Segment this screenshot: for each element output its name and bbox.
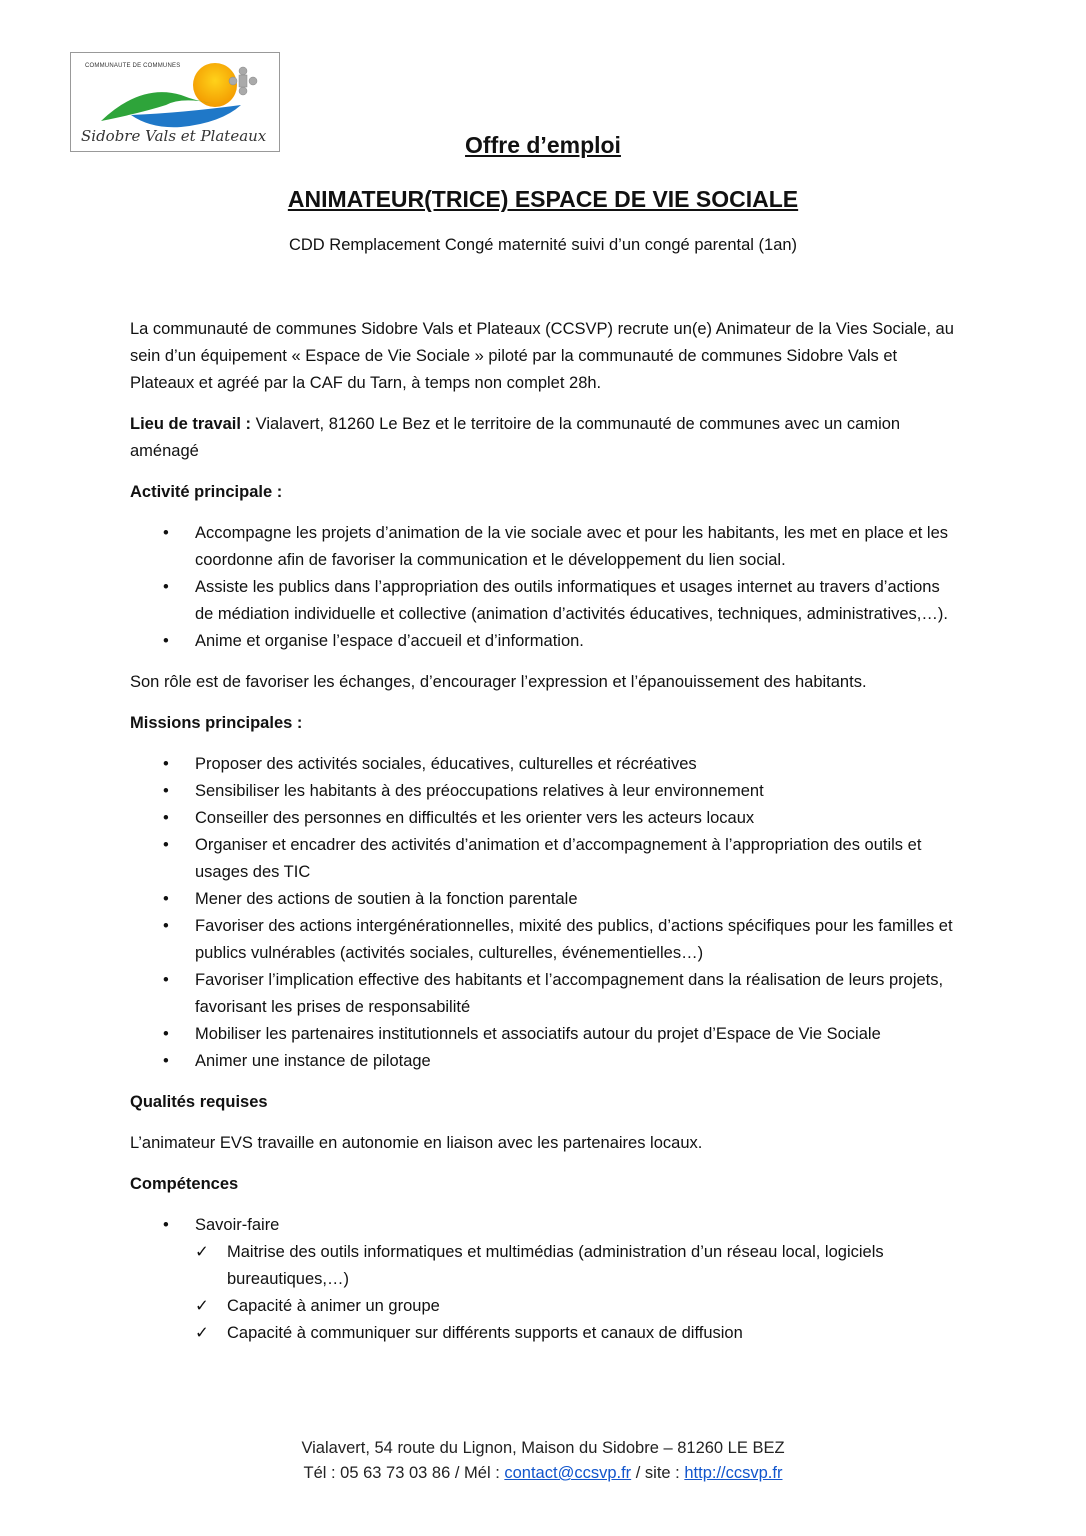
bullet-icon: • bbox=[163, 632, 169, 650]
list-item: • Animer une instance de pilotage bbox=[130, 1048, 960, 1075]
section-heading-qualites: Qualités requises bbox=[130, 1093, 268, 1111]
section-heading-activite: Activité principale : bbox=[130, 483, 283, 501]
bullet-icon: • bbox=[163, 836, 169, 854]
missions-list bbox=[130, 751, 960, 1075]
footer-contact: Tél : 05 63 73 03 86 / Mél : contact@ccsvp.fr / site : http://ccsvp.fr bbox=[303, 1464, 783, 1482]
list-item: • Organiser et encadrer des activités d’animation et d’accompagnement à l’appropriation des outils et usages des TIC bbox=[130, 832, 960, 886]
bullet-icon: • bbox=[163, 809, 169, 827]
list-item: • Favoriser l’implication effective des habitants et l’accompagnement dans la réalisation de leurs projets, favorisant les prises de responsabilité bbox=[130, 967, 960, 1021]
checkmark-icon: ✓ bbox=[195, 1297, 209, 1315]
bullet-icon: • bbox=[163, 890, 169, 908]
document-body bbox=[130, 316, 960, 1347]
logo-name: Sidobre Vals et Plateaux bbox=[81, 127, 267, 145]
bullet-icon: • bbox=[163, 524, 169, 542]
qualites-text: L’animateur EVS travaille en autonomie en liaison avec les partenaires locaux. bbox=[130, 1134, 703, 1152]
email-link[interactable]: contact@ccsvp.fr bbox=[504, 1464, 632, 1482]
bullet-icon: • bbox=[163, 1052, 169, 1070]
list-item: • Accompagne les projets d’animation de la vie sociale avec et pour les habitants, les met en place et les coordonne afin de favoriser la communication et le développement du lien social. bbox=[130, 520, 960, 574]
bullet-icon: • bbox=[163, 578, 169, 596]
bullet-icon: • bbox=[163, 1216, 169, 1234]
checkmark-icon: ✓ bbox=[195, 1324, 209, 1342]
list-item bbox=[130, 1212, 960, 1239]
contract-type: CDD Remplacement Congé maternité suivi d’un congé parental (1an) bbox=[288, 236, 798, 254]
work-location-label: Lieu de travail : bbox=[130, 415, 252, 433]
list-item: • Assiste les publics dans l’appropriation des outils informatiques et usages internet au travers d’actions de médiation individuelle et collective (animation d’activités éducatives, techniques, administratives,…). bbox=[130, 574, 960, 628]
list-item: • Anime et organise l’espace d’accueil et d’information. bbox=[130, 628, 960, 655]
list-item: • Sensibiliser les habitants à des préoccupations relatives à leur environnement bbox=[130, 778, 960, 805]
footer-address: Vialavert, 54 route du Lignon, Maison du Sidobre – 81260 LE BEZ bbox=[301, 1439, 785, 1457]
page-footer bbox=[0, 1436, 1086, 1486]
bullet-icon: • bbox=[163, 971, 169, 989]
work-location bbox=[130, 411, 960, 465]
competences-list bbox=[130, 1212, 960, 1239]
list-item: ✓ Capacité à communiquer sur différents supports et canaux de diffusion bbox=[130, 1320, 960, 1347]
bullet-icon: • bbox=[163, 917, 169, 935]
checkmark-icon: ✓ bbox=[195, 1243, 209, 1261]
list-item: ✓ Capacité à animer un groupe bbox=[130, 1293, 960, 1320]
page-title: Offre d’emploi bbox=[465, 132, 621, 158]
bullet-icon: • bbox=[163, 782, 169, 800]
list-item: • Proposer des activités sociales, éducatives, culturelles et récréatives bbox=[130, 751, 960, 778]
savoir-faire-label: Savoir-faire bbox=[195, 1216, 280, 1234]
section-heading-missions: Missions principales : bbox=[130, 714, 303, 732]
section-heading-competences: Compétences bbox=[130, 1175, 239, 1193]
job-title: ANIMATEUR(TRICE) ESPACE DE VIE SOCIALE bbox=[287, 186, 799, 212]
list-item: • Mener des actions de soutien à la fonction parentale bbox=[130, 886, 960, 913]
website-link[interactable]: http://ccsvp.fr bbox=[684, 1464, 783, 1482]
bullet-icon: • bbox=[163, 1025, 169, 1043]
list-item: ✓ Maitrise des outils informatiques et multimédias (administration d’un réseau local, logiciels bureautiques,…) bbox=[130, 1239, 960, 1293]
list-item: • Mobiliser les partenaires institutionnels et associatifs autour du projet d’Espace de Vie Sociale bbox=[130, 1021, 960, 1048]
logo-caption: COMMUNAUTE DE COMMUNES bbox=[85, 63, 181, 69]
activite-list bbox=[130, 520, 960, 655]
work-location-value: Vialavert, 81260 Le Bez et le territoire de la communauté de communes avec un camion aménagé bbox=[130, 415, 901, 460]
list-item: • Favoriser des actions intergénérationnelles, mixité des publics, d’actions spécifiques pour les familles et publics vulnérables (activités sociales, culturelles, événementielles…) bbox=[130, 913, 960, 967]
role-paragraph: Son rôle est de favoriser les échanges, d’encourager l’expression et l’épanouissement des habitants. bbox=[130, 673, 867, 691]
intro-paragraph: La communauté de communes Sidobre Vals et Plateaux (CCSVP) recrute un(e) Animateur de la Vies Sociale, au sein d’un équipement « Espace de Vie Sociale » piloté par la communauté de communes Sidobre Vals et Plateaux et agréé par la CAF du Tarn, à temps non complet 28h. bbox=[130, 320, 954, 392]
list-item: • Conseiller des personnes en difficultés et les orienter vers les acteurs locaux bbox=[130, 805, 960, 832]
savoir-faire-list bbox=[130, 1239, 960, 1347]
bullet-icon: • bbox=[163, 755, 169, 773]
